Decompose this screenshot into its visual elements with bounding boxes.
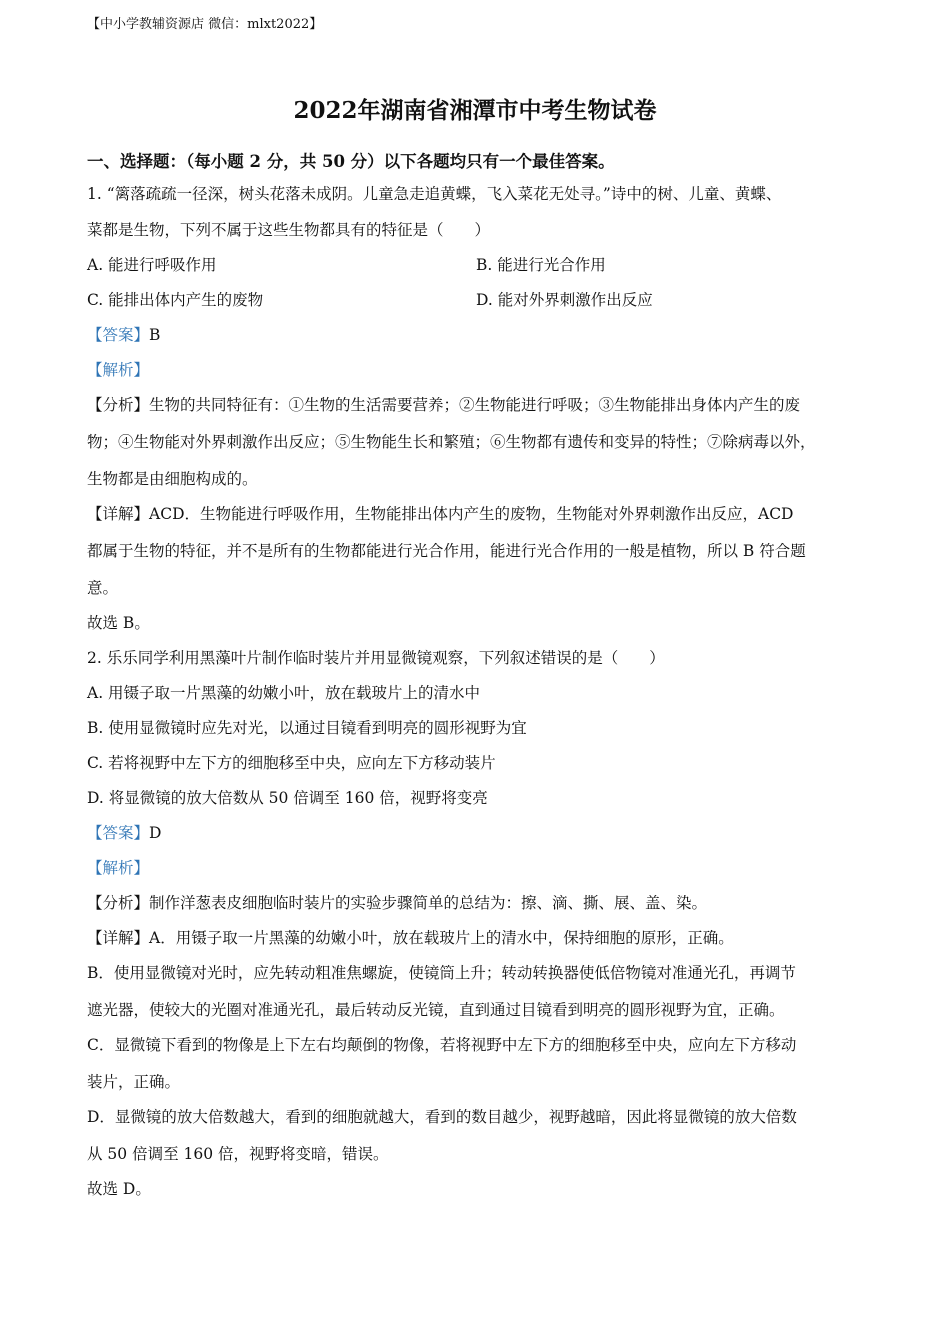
q1-option-d: D. 能对外界刺激作出反应 bbox=[476, 291, 653, 309]
header-watermark: 【中小学教辅资源店 微信：mlxt2022】 bbox=[87, 17, 323, 32]
section-heading: 一、选择题：（每小题 2 分，共 50 分）以下各题均只有一个最佳答案。 bbox=[87, 152, 615, 171]
q2-detail-b-line2: 遮光器，使较大的光圈对准通光孔，最后转动反光镜，直到通过目镜看到明亮的圆形视野为宜，正确。 bbox=[87, 1001, 785, 1019]
q2-detail-d-line2: 从 50 倍调至 160 倍，视野将变暗，错误。 bbox=[87, 1145, 389, 1163]
q1-detail-line2: 都属于生物的特征，并不是所有的生物都能进行光合作用，能进行光合作用的一般是植物，所以 B 符合题 bbox=[87, 542, 806, 560]
q1-detail-text1: ACD．生物能进行呼吸作用，生物能排出体内产生的废物，生物能对外界刺激作出反应，ACD bbox=[149, 505, 794, 523]
q1-answer-row bbox=[87, 325, 160, 345]
q2-conclusion: 故选 D。 bbox=[87, 1180, 151, 1198]
q2-answer-row bbox=[87, 823, 161, 843]
q2-detail-a-text: A．用镊子取一片黑藻的幼嫩小叶，放在载玻片上的清水中，保持细胞的原形，正确。 bbox=[149, 929, 734, 947]
q2-fenxi-line1 bbox=[87, 893, 707, 913]
q1-detail-tag: 【详解】 bbox=[87, 505, 150, 523]
q2-detail-d-line1: D．显微镜的放大倍数越大，看到的细胞就越大，看到的数目越少，视野越暗，因此将显微镜的放大倍数 bbox=[87, 1108, 797, 1126]
q2-analysis-tag: 【解析】 bbox=[87, 859, 150, 877]
q1-fenxi-line1 bbox=[87, 395, 800, 415]
q1-option-b: B. 能进行光合作用 bbox=[476, 256, 606, 274]
q2-fenxi-tag: 【分析】 bbox=[87, 894, 150, 912]
q2-stem: 2. 乐乐同学利用黑藻叶片制作临时装片并用显微镜观察，下列叙述错误的是（ ） bbox=[87, 649, 665, 667]
q2-fenxi-text1: 制作洋葱表皮细胞临时装片的实验步骤简单的总结为：擦、滴、撕、展、盖、染。 bbox=[149, 894, 708, 912]
q1-option-c: C. 能排出体内产生的废物 bbox=[87, 291, 264, 309]
q2-detail-c-line2: 装片，正确。 bbox=[87, 1073, 181, 1091]
q1-fenxi-line3: 生物都是由细胞构成的。 bbox=[87, 470, 258, 488]
q1-answer-value: B bbox=[149, 326, 161, 344]
q1-option-a: A. 能进行呼吸作用 bbox=[87, 256, 217, 274]
q1-conclusion: 故选 B。 bbox=[87, 614, 150, 632]
q2-answer-tag: 【答案】 bbox=[87, 824, 150, 842]
q2-option-d: D. 将显微镜的放大倍数从 50 倍调至 160 倍，视野将变亮 bbox=[87, 789, 488, 807]
q1-stem-line2: 菜都是生物，下列不属于这些生物都具有的特征是（ ） bbox=[87, 221, 491, 239]
q1-fenxi-line2: 物；④生物能对外界刺激作出反应；⑤生物能生长和繁殖；⑥生物都有遗传和变异的特性；⑦除病毒以外， bbox=[87, 433, 816, 451]
q2-option-c: C. 若将视野中左下方的细胞移至中央，应向左下方移动装片 bbox=[87, 754, 496, 772]
page-title: 2022年湖南省湘潭市中考生物试卷 bbox=[293, 97, 657, 124]
q2-detail-tag: 【详解】 bbox=[87, 929, 150, 947]
q1-fenxi-tag: 【分析】 bbox=[87, 396, 150, 414]
q2-option-b: B. 使用显微镜时应先对光，以通过目镜看到明亮的圆形视野为宜 bbox=[87, 719, 527, 737]
q2-option-a: A. 用镊子取一片黑藻的幼嫩小叶，放在载玻片上的清水中 bbox=[87, 684, 481, 702]
q2-detail-b-line1: B．使用显微镜对光时，应先转动粗准焦螺旋，使镜筒上升；转动转换器使低倍物镜对准通光孔，再调节 bbox=[87, 964, 796, 982]
q1-fenxi-text1: 生物的共同特征有：①生物的生活需要营养；②生物能进行呼吸；③生物能排出身体内产生的废 bbox=[149, 396, 801, 414]
q1-answer-tag: 【答案】 bbox=[87, 326, 150, 344]
q2-detail-c-line1: C．显微镜下看到的物像是上下左右均颠倒的物像，若将视野中左下方的细胞移至中央，应向左下方移动 bbox=[87, 1036, 797, 1054]
q2-detail-a bbox=[87, 928, 734, 948]
q1-analysis-tag: 【解析】 bbox=[87, 361, 150, 379]
q1-detail-line3: 意。 bbox=[87, 579, 119, 597]
q2-answer-value: D bbox=[149, 824, 162, 842]
q1-stem-line1: 1. “篱落疏疏一径深，树头花落未成阴。儿童急走追黄蝶，飞入菜花无处寻。”诗中的树、儿童、黄蝶、 bbox=[87, 185, 782, 203]
q1-detail-line1 bbox=[87, 504, 793, 524]
